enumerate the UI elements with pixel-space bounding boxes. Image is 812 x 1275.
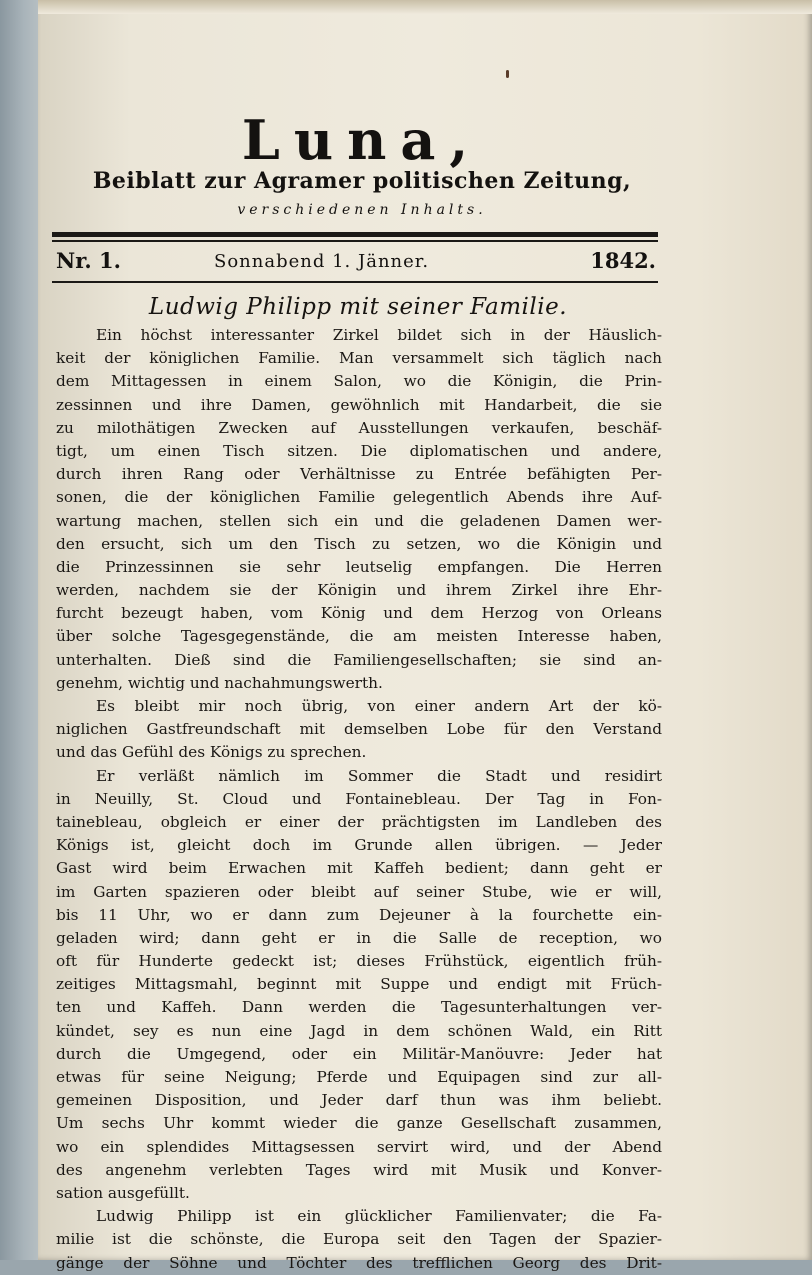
issue-year: 1842. xyxy=(590,248,656,273)
article-line: Königs ist, gleicht doch im Grunde allen übrigen. — Jeder xyxy=(56,836,662,855)
article-line: durch die Umgegend, oder ein Militär-Manöuvre: Jeder hat xyxy=(56,1044,662,1063)
article-line: tigt, um einen Tisch sitzen. Die diplomatischen und andere, xyxy=(56,441,662,460)
newspaper-tagline: verschiedenen Inhalts. xyxy=(237,202,487,218)
article-line: gemeinen Disposition, und Jeder darf thun was ihm beliebt. xyxy=(56,1091,662,1110)
article-line: dem Mittagessen in einem Salon, wo die Königin, die Prin- xyxy=(56,372,662,391)
article-line: zeitiges Mittagsmahl, beginnt mit Suppe und endigt mit Früch- xyxy=(56,975,662,994)
article-line: zessinnen und ihre Damen, gewöhnlich mit Handarbeit, die sie xyxy=(56,395,662,414)
article-line: zu milothätigen Zwecken auf Ausstellungen verkaufen, beschäf- xyxy=(56,418,662,437)
article-line: keit der königlichen Familie. Man versammelt sich täglich nach xyxy=(56,349,662,368)
article-line: gänge der Söhne und Töchter des trefflichen Georg des Drit- xyxy=(56,1253,662,1272)
article-line: bis 11 Uhr, wo er dann zum Dejeuner à la fourchette ein- xyxy=(56,905,662,924)
article-line: sation ausgefüllt. xyxy=(56,1183,190,1202)
article-line: Um sechs Uhr kommt wieder die ganze Gesellschaft zusammen, xyxy=(56,1114,662,1133)
article-line: Er verläßt nämlich im Sommer die Stadt und residirt xyxy=(96,766,662,785)
article-line: Ludwig Philipp ist ein glücklicher Familienvater; die Fa- xyxy=(96,1207,662,1226)
article-line: furcht bezeugt haben, vom König und dem Herzog von Orleans xyxy=(56,604,662,623)
article-line: Gast wird beim Erwachen mit Kaffeh bedient; dann geht er xyxy=(56,859,662,878)
article-line: den ersucht, sich um den Tisch zu setzen, wo die Königin und xyxy=(56,534,662,553)
page-edge xyxy=(38,0,812,14)
article-body xyxy=(56,324,662,1275)
article-line: in Neuilly, St. Cloud und Fontainebleau. Der Tag in Fon- xyxy=(56,789,662,808)
article-line: unterhalten. Dieß sind die Familiengesellschaften; sie sind an- xyxy=(56,650,662,669)
issue-number: Nr. 1. xyxy=(56,248,121,273)
article-line: wo ein splendides Mittagsessen servirt wird, und der Abend xyxy=(56,1137,662,1156)
article-line: sonen, die der königlichen Familie gelegentlich Abends ihre Auf- xyxy=(56,488,662,507)
article-line: die Prinzessinnen sie sehr leutselig empfangen. Die Herren xyxy=(56,557,662,576)
article-line: etwas für seine Neigung; Pferde und Equipagen sind zur all- xyxy=(56,1068,662,1086)
article-line: wartung machen, stellen sich ein und die geladenen Damen wer- xyxy=(56,511,662,530)
article-line: geladen wird; dann geht er in die Salle de reception, wo xyxy=(56,928,662,947)
masthead-rule-inner xyxy=(52,240,658,242)
article-line: Ein höchst interessanter Zirkel bildet sich in der Häuslich- xyxy=(96,326,662,344)
article-line: des angenehm verlebten Tages wird mit Musik und Konver- xyxy=(56,1160,662,1179)
article-line: im Garten spazieren oder bleibt auf seiner Stube, wie er will, xyxy=(56,882,662,901)
article-line: und das Gefühl des Königs zu sprechen. xyxy=(56,743,367,762)
issue-date: Sonnabend 1. Jänner. xyxy=(214,251,430,272)
ink-spot xyxy=(506,70,509,78)
article-line: genehm, wichtig und nachahmungswerth. xyxy=(56,673,383,692)
issue-dateline xyxy=(56,248,656,278)
article-line: werden, nachdem sie der Königin und ihrem Zirkel ihre Ehr- xyxy=(56,581,662,600)
article-line: durch ihren Rang oder Verhältnisse zu Entrée befähigten Per- xyxy=(56,465,662,484)
article-line: tainebleau, obgleich er einer der prächtigsten im Landleben des xyxy=(56,812,662,831)
article-line: milie ist die schönste, die Europa seit den Tagen der Spazier- xyxy=(56,1230,662,1249)
dateline-rule xyxy=(52,281,658,283)
article-line: niglichen Gastfreundschaft mit demselben Lobe für den Verstand xyxy=(56,720,662,739)
newspaper-title: Luna, xyxy=(241,108,483,172)
article-line: über solche Tagesgegenstände, die am meisten Interesse haben, xyxy=(56,627,662,646)
article-line: ten und Kaffeh. Dann werden die Tagesunterhaltungen ver- xyxy=(56,998,662,1017)
article-line: oft für Hunderte gedeckt ist; dieses Frühstück, eigentlich früh- xyxy=(56,952,662,971)
article-line: Es bleibt mir noch übrig, von einer andern Art der kö- xyxy=(96,697,662,715)
masthead-rule-top xyxy=(52,232,658,237)
article-heading: Ludwig Philipp mit seiner Familie. xyxy=(148,294,568,320)
newspaper-subtitle: Beiblatt zur Agramer politischen Zeitung, xyxy=(92,168,632,194)
article-line: kündet, sey es nun eine Jagd in dem schönen Wald, ein Ritt xyxy=(56,1021,662,1040)
